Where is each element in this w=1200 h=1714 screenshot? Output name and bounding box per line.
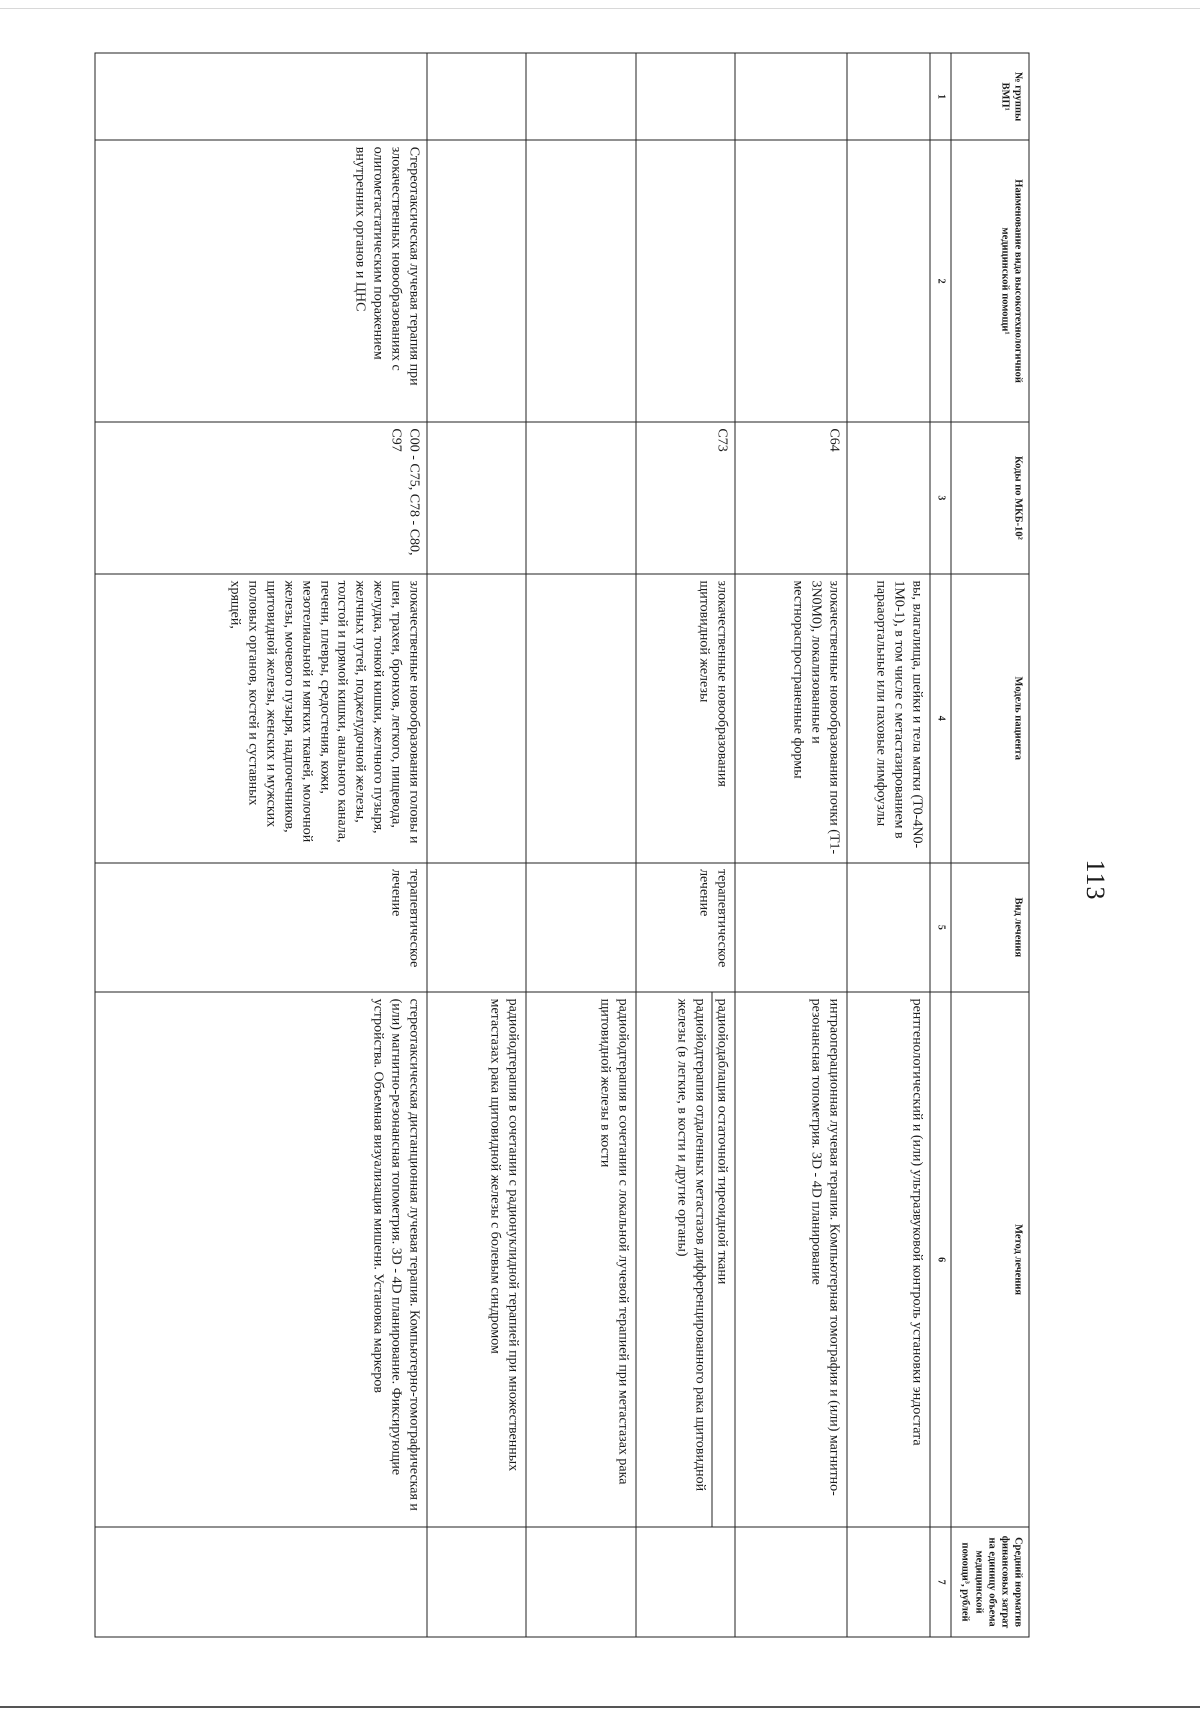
- patient-model-cell: злокачественные новообразования головы и шеи, трахеи, бронхов, легкого, пищевода, желудка, тонкой кишки, желчного пузыря, желчных путей, поджелудочной железы, толстой и прямой кишки, анального канала, печени, плевры, средостения, кожи, мезотелиальной и мягких тканей, молочной железы, мочевого пузыря, надпочечников, щитовидной железы, женских и мужских половых органов, костей и суставных хрящей,: [95, 574, 427, 863]
- column-number: 2: [930, 140, 951, 422]
- icd-codes-cell: C64: [735, 422, 847, 574]
- treatment-method-cell: стереотаксическая дистанционная лучевая терапия. Компьютерно-томографическая и (или) магнитно-резонансная топометрия. 3D - 4D планирование. Фиксирующие устройства. Объемная визуализация мишени. Установка маркеров: [95, 992, 427, 1527]
- group-cell: [526, 53, 636, 140]
- treatment-method-cell: радиойодтерапия в сочетании с радионуклидной терапией при множественных метастазах рака щитовидной железы с болевым синдромом: [427, 992, 526, 1527]
- treatment-type-cell: терапевтическое лечение: [636, 863, 735, 993]
- cost-cell: [526, 1527, 636, 1637]
- treatment-method-cell: радиойодтерапия в сочетании с локальной лучевой терапией при метастазах рака щитовидной железы в кости: [526, 992, 636, 1527]
- header-group-number: № группы ВМП¹: [951, 53, 1029, 140]
- group-cell: [427, 53, 526, 140]
- group-cell: [636, 53, 735, 140]
- cost-cell: [636, 1527, 735, 1637]
- icd-codes-cell: [526, 422, 636, 574]
- group-cell: [847, 53, 930, 140]
- cost-cell: [735, 1527, 847, 1637]
- cost-cell: [427, 1527, 526, 1637]
- method-item: радиойодаблация остаточной тиреоидной ткани: [714, 998, 730, 1285]
- header-icd-codes: Коды по МКБ-10²: [951, 422, 1029, 574]
- patient-model-cell: злокачественные новообразования почки (T1-3N0M0), локализованные и местнораспространенные формы: [735, 574, 847, 863]
- group-cell: [95, 53, 427, 140]
- header-patient-model: Модель пациента: [951, 574, 1029, 863]
- rotated-table-container: [95, 53, 1030, 1638]
- patient-model-cell: злокачественные новообразования щитовидной железы: [636, 574, 735, 863]
- care-name-cell: [427, 140, 526, 422]
- method-item: радиойодтерапия отдаленных метастазов дифференцированного рака щитовидной железы (в легкие, в кости и другие органы): [669, 993, 712, 1527]
- column-number: 1: [930, 53, 951, 140]
- page-number: 113: [1081, 859, 1110, 901]
- header-treatment-type: Вид лечения: [951, 863, 1029, 993]
- patient-model-cell: [427, 574, 526, 863]
- scan-edge-top: [0, 8, 1200, 9]
- icd-codes-cell: [427, 422, 526, 574]
- treatment-method-cell: интраоперационная лучевая терапия. Компьютерная томография и (или) магнитно-резонансная топометрия. 3D - 4D планирование: [735, 992, 847, 1527]
- icd-codes-cell: [847, 422, 930, 574]
- group-cell: [735, 53, 847, 140]
- cost-cell: [847, 1527, 930, 1637]
- care-name-cell: [636, 140, 735, 422]
- table-row: [636, 53, 735, 1637]
- treatment-type-cell: [526, 863, 636, 993]
- table-row: [95, 53, 427, 1637]
- header-row: [951, 53, 1029, 1637]
- care-name-cell: [847, 140, 930, 422]
- column-number-row: [930, 53, 951, 1637]
- table-row: [526, 53, 636, 1637]
- table-row: [427, 53, 526, 1637]
- icd-codes-cell: C00 - C75, C78 - C80, C97: [95, 422, 427, 574]
- column-number: 4: [930, 574, 951, 863]
- treatment-type-cell: терапевтическое лечение: [95, 863, 427, 993]
- care-name-cell: [735, 140, 847, 422]
- icd-codes-cell: C73: [636, 422, 735, 574]
- medical-care-table: [95, 53, 1030, 1638]
- treatment-method-cell: [636, 992, 735, 1527]
- patient-model-cell: вы, влагалища, шейки и тела матки (T0-4N0-1M0-1), в том числе с метастазированием в парааортальные или паховые лимфоузлы: [847, 574, 930, 863]
- treatment-type-cell: [735, 863, 847, 993]
- table-row: [735, 53, 847, 1637]
- column-number: 6: [930, 992, 951, 1527]
- header-care-name: Наименование вида высокотехнологичной медицинской помощи¹: [951, 140, 1029, 422]
- care-name-cell: Стереотаксическая лучевая терапия при злокачественных новообразованиях с олигометастатическим поражением внутренних органов и ЦНС: [95, 140, 427, 422]
- cost-cell: [95, 1527, 427, 1637]
- patient-model-cell: [526, 574, 636, 863]
- treatment-type-cell: [427, 863, 526, 993]
- column-number: 7: [930, 1527, 951, 1637]
- treatment-type-cell: [847, 863, 930, 993]
- header-cost-norm: Средний норматив финансовых затрат на единицу объема медицинской помощи³, рублей: [951, 1527, 1029, 1637]
- scan-edge-bottom: [0, 1706, 1200, 1708]
- column-number: 5: [930, 863, 951, 993]
- header-treatment-method: Метод лечения: [951, 992, 1029, 1527]
- column-number: 3: [930, 422, 951, 574]
- table-row: [847, 53, 930, 1637]
- treatment-method-cell: рентгенологический и (или) ультразвуковой контроль установки эндостата: [847, 992, 930, 1527]
- care-name-cell: [526, 140, 636, 422]
